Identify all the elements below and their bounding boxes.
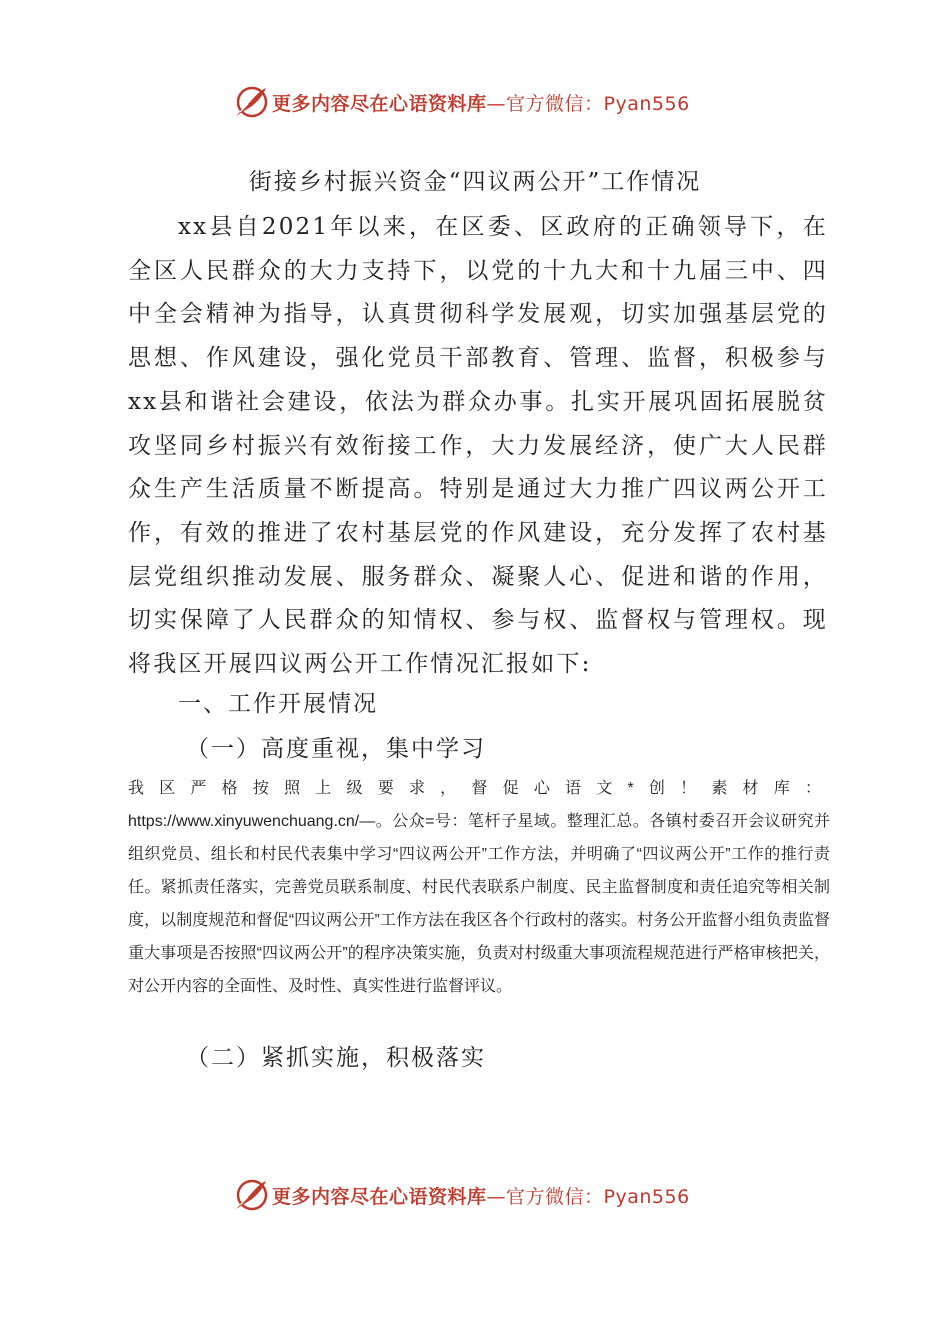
banner-wechat-label: 官方微信：: [506, 92, 604, 115]
footer-banner: [230, 1175, 730, 1215]
document-title: 街接乡村振兴资金“四议两公开”工作情况: [248, 169, 702, 195]
banner-separator: —: [486, 92, 507, 115]
header-banner: [230, 82, 730, 122]
intro-paragraph: xx县自2021年以来，在区委、区政府的正确领导下，在全区人民群众的大力支持下，以党的十九大和十九届三中、四中全会精神为指导，认真贯彻科学发展观，切实加强基层党的思想、作风建设，强化党员干部教育、管理、监督，积极参与xx县和谐社会建设，依法为群众办事。扎实开展巩固拓展脱贫攻坚同乡村振兴有效衔接工作，大力发展经济，使广大人民群众生产生活质量不断提高。特别是通过大力推广四议两公开工作，有效的推进了农村基层党的作风建设，充分发挥了农村基层党组织推动发展、服务群众、凝聚人心、促进和谐的作用，切实保障了人民群众的知情权、参与权、监督权与管理权。现将我区开展四议两公开工作情况汇报如下:: [128, 214, 828, 678]
banner-main-text: 更多内容尽在心语资料库: [272, 1185, 487, 1208]
banner-main-text: 更多内容尽在心语资料库: [272, 92, 487, 115]
banner-text: [272, 1182, 690, 1209]
subsection-1-paragraph: [128, 772, 830, 1003]
feather-pen-logo-icon: [230, 1175, 270, 1215]
banner-wechat-id: Pyan556: [603, 1185, 690, 1208]
subsection-1-lead: 我区严格按照上级要求，督促心语文*创！素材库：: [128, 780, 830, 797]
feather-pen-logo-icon: [230, 82, 270, 122]
subsection-1-body: https://www.xinyuwenchuang.cn/—。公众=号：笔杆子星域。整理汇总。各镇村委召开会议研究并组织党员、组长和村民代表集中学习“四议两公开”工作方法，并明确了“四议两公开”工作的推行责任。紧抓责任落实，完善党员联系制度、村民代表联系户制度、民主监督制度和责任追究等相关制度，以制度规范和督促“四议两公开”工作方法在我区各个行政村的落实。村务公开监督小组负责监督重大事项是否按照“四议两公开”的程序决策实施，负责对村级重大事项流程规范进行严格审核把关，对公开内容的全面性、及时性、真实性进行监督评议。: [128, 813, 830, 995]
banner-text: [272, 89, 690, 116]
subsection-heading-2: （二）紧抓实施，积极落实: [186, 1045, 486, 1071]
banner-wechat-label: 官方微信：: [506, 1185, 604, 1208]
banner-wechat-id: Pyan556: [603, 92, 690, 115]
subsection-heading-1: （一）高度重视，集中学习: [186, 736, 486, 762]
banner-separator: —: [486, 1185, 507, 1208]
section-heading-1: 一、工作开展情况: [178, 691, 378, 717]
